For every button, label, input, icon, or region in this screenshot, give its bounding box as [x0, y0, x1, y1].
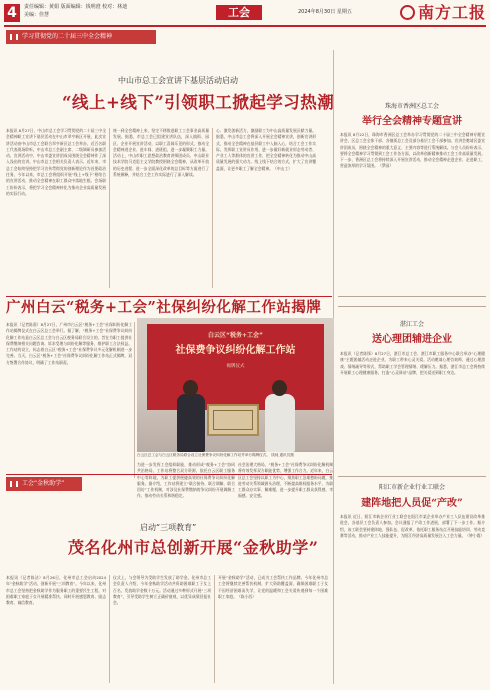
article1-col1: 本报讯 8月27日，中山市总工会学习贯彻党的二十届三中全会精神职工宣讲下基层活动在中山市翠亨新区开展，此次宣讲活动由中山市总工会联合翠亨新区总工会举办，近百名职工代表现场聆听。中山市总工会副主席、二级调研员参加活动。宣讲活动中，中山市委宣讲团成员围绕全会精神作了深入浅出的宣讲。中山市总工会相关负责人表示，近年来，市总工会始终坚持把学习宣传贯彻党的创新理论作为首要政治任务，今年以来，市总工会将组织开展“线上+线下”相结合的宣讲活动，推动全会精神在职工群众中落地生根。会场职工纷纷表示，将把学习全会精神转化为推动企业高质量发展的实际行动。 — [6, 128, 106, 196]
article2-col1: 本报讯（记者陈嘉）8月27日，广州市白云区“税务+工会”社保纠纷化解工作站揭牌仪式在白云区总工会举行。据了解，“税务+工会”社保费争议纠纷化解工作站是白云区总工会与白云区税务局联合设立的，旨在为职工提供社保费缴纳相关问题咨询、诉求受理与纠纷化解等服务，维护职工合法权益。工作站的设立，标志着白云区“税务+工会”社保费争议多元化解机制进一步完善。当天，白云区“税务+工会”社保费争议纠纷化解工作站正式揭牌，双方签署合作协议，明确了工作站职责。 — [6, 322, 132, 365]
page-number: 4 — [4, 4, 20, 22]
section-rule — [6, 296, 332, 297]
article1-col3: 心、激发创新活力，激励职工为中山高质量发展贡献力量。据悉，中山市总工会将深入开展全会精神宣讲，创新宣讲形式，推动全会精神在基层职工中入脑入心，结合工会工作实际，发挥职工宣讲员作用，进一步做好新就业形态劳动者、产业工人等群体的宣讲工作，把全会精神转化为推动中山高质量发展的强大动力。线上线下结合的方式，扩大了宣讲覆盖面，让更多职工了解全会精神。（中山工） — [216, 128, 316, 171]
column-rule — [109, 575, 110, 683]
section-rule — [6, 474, 332, 475]
right2-kicker: 湛江工会 — [399, 321, 424, 328]
header-rule — [4, 25, 486, 27]
right1-kicker: 珠海市香洲区总工会 — [384, 103, 439, 110]
topic-banner-2 — [6, 477, 82, 491]
column-rule — [214, 575, 215, 683]
logo-mark-icon — [400, 5, 415, 20]
article2-col2: 为进一步发挥工会组织职能，推动形成“税务+工会”协同共治格局，工作站将整合双方资源，依托白云区职工服务中心等阵地，为职工提供便捷高效的社保费争议纠纷化解服务。据介绍，工作站将建立“联合接待、联合调解、联合回访”工作机制，对涉及社保费缴纳的争议纠纷开展调解工作，推动劳动关系和谐稳定。 — [137, 462, 235, 499]
credits-line: 责任编辑：黄娟 版面编辑：钱明澄 校对：林迪 — [24, 4, 128, 10]
right2-body: 本报讯（记者陈锋）8月27日，湛江市总工会、湛江市职工服务中心联合举办“心理健康”主题团辅活动走进企业，为职工带来心灵关爱。活动邀请心理咨询师，通过心理游戏、情绪疏导等形式，帮助职工学会管理情绪、缓解压力。据悉，湛江市总工会将持续开展职工心理健康服务，打造“心灵驿站”品牌，把关爱送到职工身边。 — [340, 351, 485, 375]
topic-banner — [6, 30, 156, 44]
article1-col2: 统一到全会精神上来，坚定不移推进职工工会事业高质量发展。据悉，市总工会已组建宣讲队伍，深入镇街、园区、企业开展宣讲活动，以职工喜闻乐见的形式，推动全会精神进企业、进车间、进班组，进一步凝聚职工力量。活动上，中山市职工思想政治教育讲师团成员、中山职业技术学院马克思主义学院教授围绕全会精神，从改革开放的历史进程、进一步全面深化改革的总目标等方面进行了系统阐释，并结合工会工作实际进行了深入解读。 — [113, 128, 209, 178]
person-right — [265, 394, 295, 452]
credits-line-2: 美编：佳慧 — [24, 12, 50, 18]
right2-title: 送心理团辅进企业 — [372, 334, 452, 345]
stage-backdrop — [147, 324, 324, 410]
article3-kicker: 启动“三项教育” — [140, 523, 197, 532]
photo-caption: 白云区总工会与白云区税务局联合设立社保费争议纠纷化解工作站并举行揭牌仪式。 钱纯 通讯员摄 — [137, 453, 294, 457]
article1-headline: “线上+线下”引领职工掀起学习热潮 — [62, 93, 335, 112]
section-rule — [338, 476, 486, 477]
topic-banner-label: 学习贯彻党的二十届三中全会精神 — [22, 33, 113, 40]
plaque — [207, 404, 259, 436]
column-rule — [109, 128, 110, 288]
section-rule — [338, 306, 486, 307]
stage-text-line2: 社保费争议纠纷化解工作站 — [175, 345, 296, 356]
person-right-head — [272, 380, 287, 396]
right1-body: 本报讯 8月22日，珠海市香洲区总工会举办学习贯彻党的二十届三中全会精神专题宣讲会，区总工会全体干部、各镇街总工会及部分基层工会干部参加。宣讲会邀请区委宣讲团成员，围绕全会精神的重大意义、主要内容等进行系统解读。与会人员纷纷表示，要将全会精神学习贯彻到工会工作各方面，以改革创新精神推动工会工作高质量发展。下一步，香洲区总工会将持续深入开展宣讲活动，推动全会精神走进企业、走进职工，营造浓厚的学习氛围。（罗园） — [340, 132, 485, 169]
column-rule — [212, 128, 213, 288]
right3-kicker: 阳江市新企业行业工联会 — [378, 484, 445, 491]
banner-mark-icon — [10, 34, 18, 40]
article1-kicker: 中山市总工会宣讲下基层活动启动 — [118, 76, 238, 85]
article3-headline: 茂名化州市总创新开展“金秋助学” — [68, 538, 319, 557]
article3-col2: 仪式上，与会领导为受助学生发放了助学金。化州市总工会负责人介绍，今年金秋助学活动共资助困难职工子女上百名，发放助学金数十万元。活动通过多种形式开展“三项教育”，引导受助学生树立正确价值观，以优异成绩回报社会。 — [113, 575, 211, 606]
article2-headline: 广州白云“税务+工会”社保纠纷化解工作站揭牌 — [6, 299, 322, 316]
topic-banner-2-label: 工会“金秋助学” — [22, 480, 65, 487]
column-rule — [134, 322, 135, 478]
article2-col3: 社会治理大格局，“税务+工会”社保费争议纠纷化解机制将有效发挥双方职能优势，增强工作合力。近年来，白云区总工会坚持以职工为中心，聚焦职工急难愁盼问题，推进劳动关系领域源头治理，不断提高维权服务水平，为职工群众办实事、解难题，进一步提升职工群众获得感、幸福感、安全感。 — [238, 462, 333, 499]
right3-title: 建阵地把人员促“产改” — [361, 498, 463, 509]
section-rule — [338, 296, 486, 297]
section-tag: 工会 — [216, 5, 262, 20]
stage-text-line1: 白云区“税务+工会” — [208, 332, 263, 339]
stage-text-line3: 揭牌仪式 — [226, 364, 245, 369]
person-left — [177, 394, 205, 452]
logo-text: 南方工报 — [418, 3, 487, 22]
banner-mark-icon — [10, 481, 18, 487]
newspaper-logo — [400, 2, 486, 24]
right3-body: 本报讯 近日，阳江市新企业行业工联会在阳江市某企业举办产业工人队伍建设改革推进会，各基层工会负责人参加。会议通报了产改工作进展，部署了下一步工作。据介绍，该工联会坚持建阵地、强队伍、促改革，依托职工服务站点开展技能培训、劳动竞赛等活动，推动产业工人技能提升，为阳江经济高质量发展注入工会力量。（钟小霞） — [340, 514, 485, 538]
article3-col1: 本报讯（记者陈洁）8月26日，化州市总工会启动2024年“金秋助学”活动，创新开展“三项教育”。今年以来，化州市总工会坚持把金秋助学作为服务职工的重要民生工程，对困难职工家庭子女开展精准帮扶，同时开展感恩教育、励志教育、诚信教育。 — [6, 575, 106, 606]
article3-col3: 开展“金秋助学”活动，已成为工会帮扶工作品牌。今年化州市总工会将继续完善帮扶机制，扩大资助覆盖面，确保困难职工子女不因经济困难而失学，让党的温暖和工会关爱传递到每一个困难职工家庭。（陈小西） — [218, 575, 328, 599]
right1-title: 举行全会精神专题宣讲 — [362, 116, 462, 127]
issue-date: 2024年8月30日 星期五 — [298, 9, 352, 15]
person-left-head — [183, 380, 198, 396]
news-photo — [137, 318, 334, 452]
